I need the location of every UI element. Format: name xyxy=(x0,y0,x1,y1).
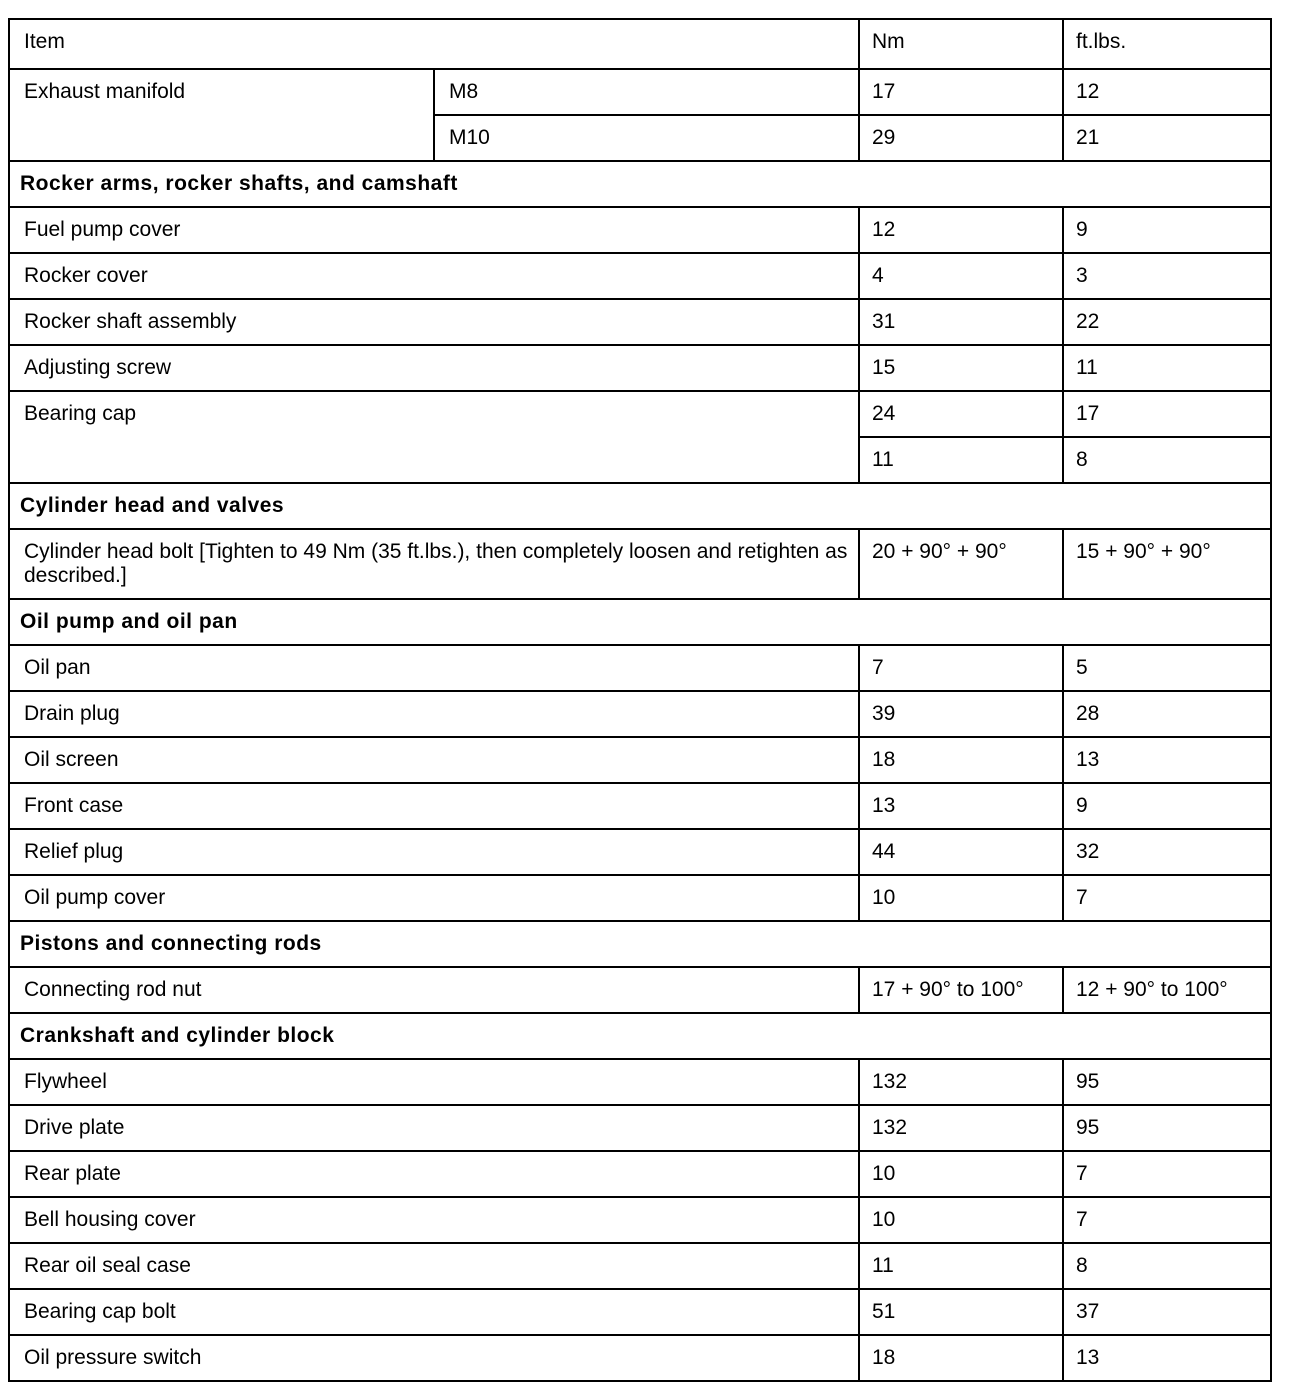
ftlbs-cell: 32 xyxy=(1063,829,1271,875)
nm-cell: 17 + 90° to 100° xyxy=(859,967,1063,1013)
table-row xyxy=(9,691,1271,737)
table-row xyxy=(9,1105,1271,1151)
ftlbs-cell: 22 xyxy=(1063,299,1271,345)
nm-cell: 44 xyxy=(859,829,1063,875)
ftlbs-cell: 12 + 90° to 100° xyxy=(1063,967,1271,1013)
ftlbs-cell: 7 xyxy=(1063,1151,1271,1197)
item-cell: Drive plate xyxy=(9,1105,859,1151)
ftlbs-cell: 37 xyxy=(1063,1289,1271,1335)
section-title: Oil pump and oil pan xyxy=(9,599,1271,645)
table-row xyxy=(9,875,1271,921)
header-ftlbs: ft.lbs. xyxy=(1063,19,1271,69)
nm-cell: 13 xyxy=(859,783,1063,829)
ftlbs-cell: 15 + 90° + 90° xyxy=(1063,529,1271,599)
nm-cell: 10 xyxy=(859,1197,1063,1243)
ftlbs-cell: 5 xyxy=(1063,645,1271,691)
table-row xyxy=(9,1059,1271,1105)
table-row xyxy=(9,69,1271,115)
nm-cell: 11 xyxy=(859,437,1063,483)
ftlbs-cell: 8 xyxy=(1063,437,1271,483)
section-header-row xyxy=(9,161,1271,207)
ftlbs-cell: 9 xyxy=(1063,207,1271,253)
nm-cell: 29 xyxy=(859,115,1063,161)
item-cell: Oil pan xyxy=(9,645,859,691)
ftlbs-cell: 95 xyxy=(1063,1105,1271,1151)
item-cell: Fuel pump cover xyxy=(9,207,859,253)
item-cell: Bearing cap bolt xyxy=(9,1289,859,1335)
size-cell: M8 xyxy=(434,69,859,115)
section-title: Cylinder head and valves xyxy=(9,483,1271,529)
table-row xyxy=(9,253,1271,299)
table-row xyxy=(9,829,1271,875)
ftlbs-cell: 21 xyxy=(1063,115,1271,161)
ftlbs-cell: 17 xyxy=(1063,391,1271,437)
header-item: Item xyxy=(9,19,859,69)
table-row xyxy=(9,1197,1271,1243)
nm-cell: 18 xyxy=(859,1335,1063,1381)
table-row xyxy=(9,737,1271,783)
item-cell: Bearing cap xyxy=(9,391,859,483)
table-row xyxy=(9,345,1271,391)
section-title: Crankshaft and cylinder block xyxy=(9,1013,1271,1059)
nm-cell: 11 xyxy=(859,1243,1063,1289)
nm-cell: 132 xyxy=(859,1059,1063,1105)
ftlbs-cell: 8 xyxy=(1063,1243,1271,1289)
item-cell: Adjusting screw xyxy=(9,345,859,391)
nm-cell: 10 xyxy=(859,875,1063,921)
item-cell: Rear oil seal case xyxy=(9,1243,859,1289)
ftlbs-cell: 95 xyxy=(1063,1059,1271,1105)
section-header-row xyxy=(9,921,1271,967)
table-row xyxy=(9,207,1271,253)
nm-cell: 15 xyxy=(859,345,1063,391)
ftlbs-cell: 12 xyxy=(1063,69,1271,115)
nm-cell: 132 xyxy=(859,1105,1063,1151)
nm-cell: 39 xyxy=(859,691,1063,737)
section-title: Rocker arms, rocker shafts, and camshaft xyxy=(9,161,1271,207)
nm-cell: 51 xyxy=(859,1289,1063,1335)
table-row xyxy=(9,1335,1271,1381)
item-cell: Rocker cover xyxy=(9,253,859,299)
section-header-row xyxy=(9,599,1271,645)
ftlbs-cell: 28 xyxy=(1063,691,1271,737)
item-cell: Exhaust manifold xyxy=(9,69,434,161)
item-cell: Rear plate xyxy=(9,1151,859,1197)
nm-cell: 7 xyxy=(859,645,1063,691)
item-cell: Rocker shaft assembly xyxy=(9,299,859,345)
header-row xyxy=(9,19,1271,69)
item-cell: Connecting rod nut xyxy=(9,967,859,1013)
nm-cell: 12 xyxy=(859,207,1063,253)
table-row xyxy=(9,783,1271,829)
table-row xyxy=(9,391,1271,437)
ftlbs-cell: 9 xyxy=(1063,783,1271,829)
nm-cell: 24 xyxy=(859,391,1063,437)
item-cell: Oil pump cover xyxy=(9,875,859,921)
table-row xyxy=(9,529,1271,599)
ftlbs-cell: 7 xyxy=(1063,1197,1271,1243)
item-cell: Flywheel xyxy=(9,1059,859,1105)
ftlbs-cell: 11 xyxy=(1063,345,1271,391)
header-nm: Nm xyxy=(859,19,1063,69)
ftlbs-cell: 13 xyxy=(1063,737,1271,783)
item-cell: Oil screen xyxy=(9,737,859,783)
item-cell: Oil pressure switch xyxy=(9,1335,859,1381)
item-cell: Cylinder head bolt [Tighten to 49 Nm (35 ft.lbs.), then completely loosen and retighten as described.] xyxy=(9,529,859,599)
section-header-row xyxy=(9,1013,1271,1059)
ftlbs-cell: 13 xyxy=(1063,1335,1271,1381)
nm-cell: 18 xyxy=(859,737,1063,783)
nm-cell: 4 xyxy=(859,253,1063,299)
section-header-row xyxy=(9,483,1271,529)
torque-spec-table xyxy=(8,18,1272,1382)
ftlbs-cell: 3 xyxy=(1063,253,1271,299)
item-cell: Front case xyxy=(9,783,859,829)
table-row xyxy=(9,967,1271,1013)
item-cell: Bell housing cover xyxy=(9,1197,859,1243)
item-cell: Drain plug xyxy=(9,691,859,737)
nm-cell: 17 xyxy=(859,69,1063,115)
table-row xyxy=(9,1243,1271,1289)
nm-cell: 10 xyxy=(859,1151,1063,1197)
item-cell: Relief plug xyxy=(9,829,859,875)
size-cell: M10 xyxy=(434,115,859,161)
nm-cell: 31 xyxy=(859,299,1063,345)
table-row xyxy=(9,645,1271,691)
section-title: Pistons and connecting rods xyxy=(9,921,1271,967)
table-row xyxy=(9,1289,1271,1335)
table-row xyxy=(9,1151,1271,1197)
ftlbs-cell: 7 xyxy=(1063,875,1271,921)
nm-cell: 20 + 90° + 90° xyxy=(859,529,1063,599)
table-row xyxy=(9,299,1271,345)
